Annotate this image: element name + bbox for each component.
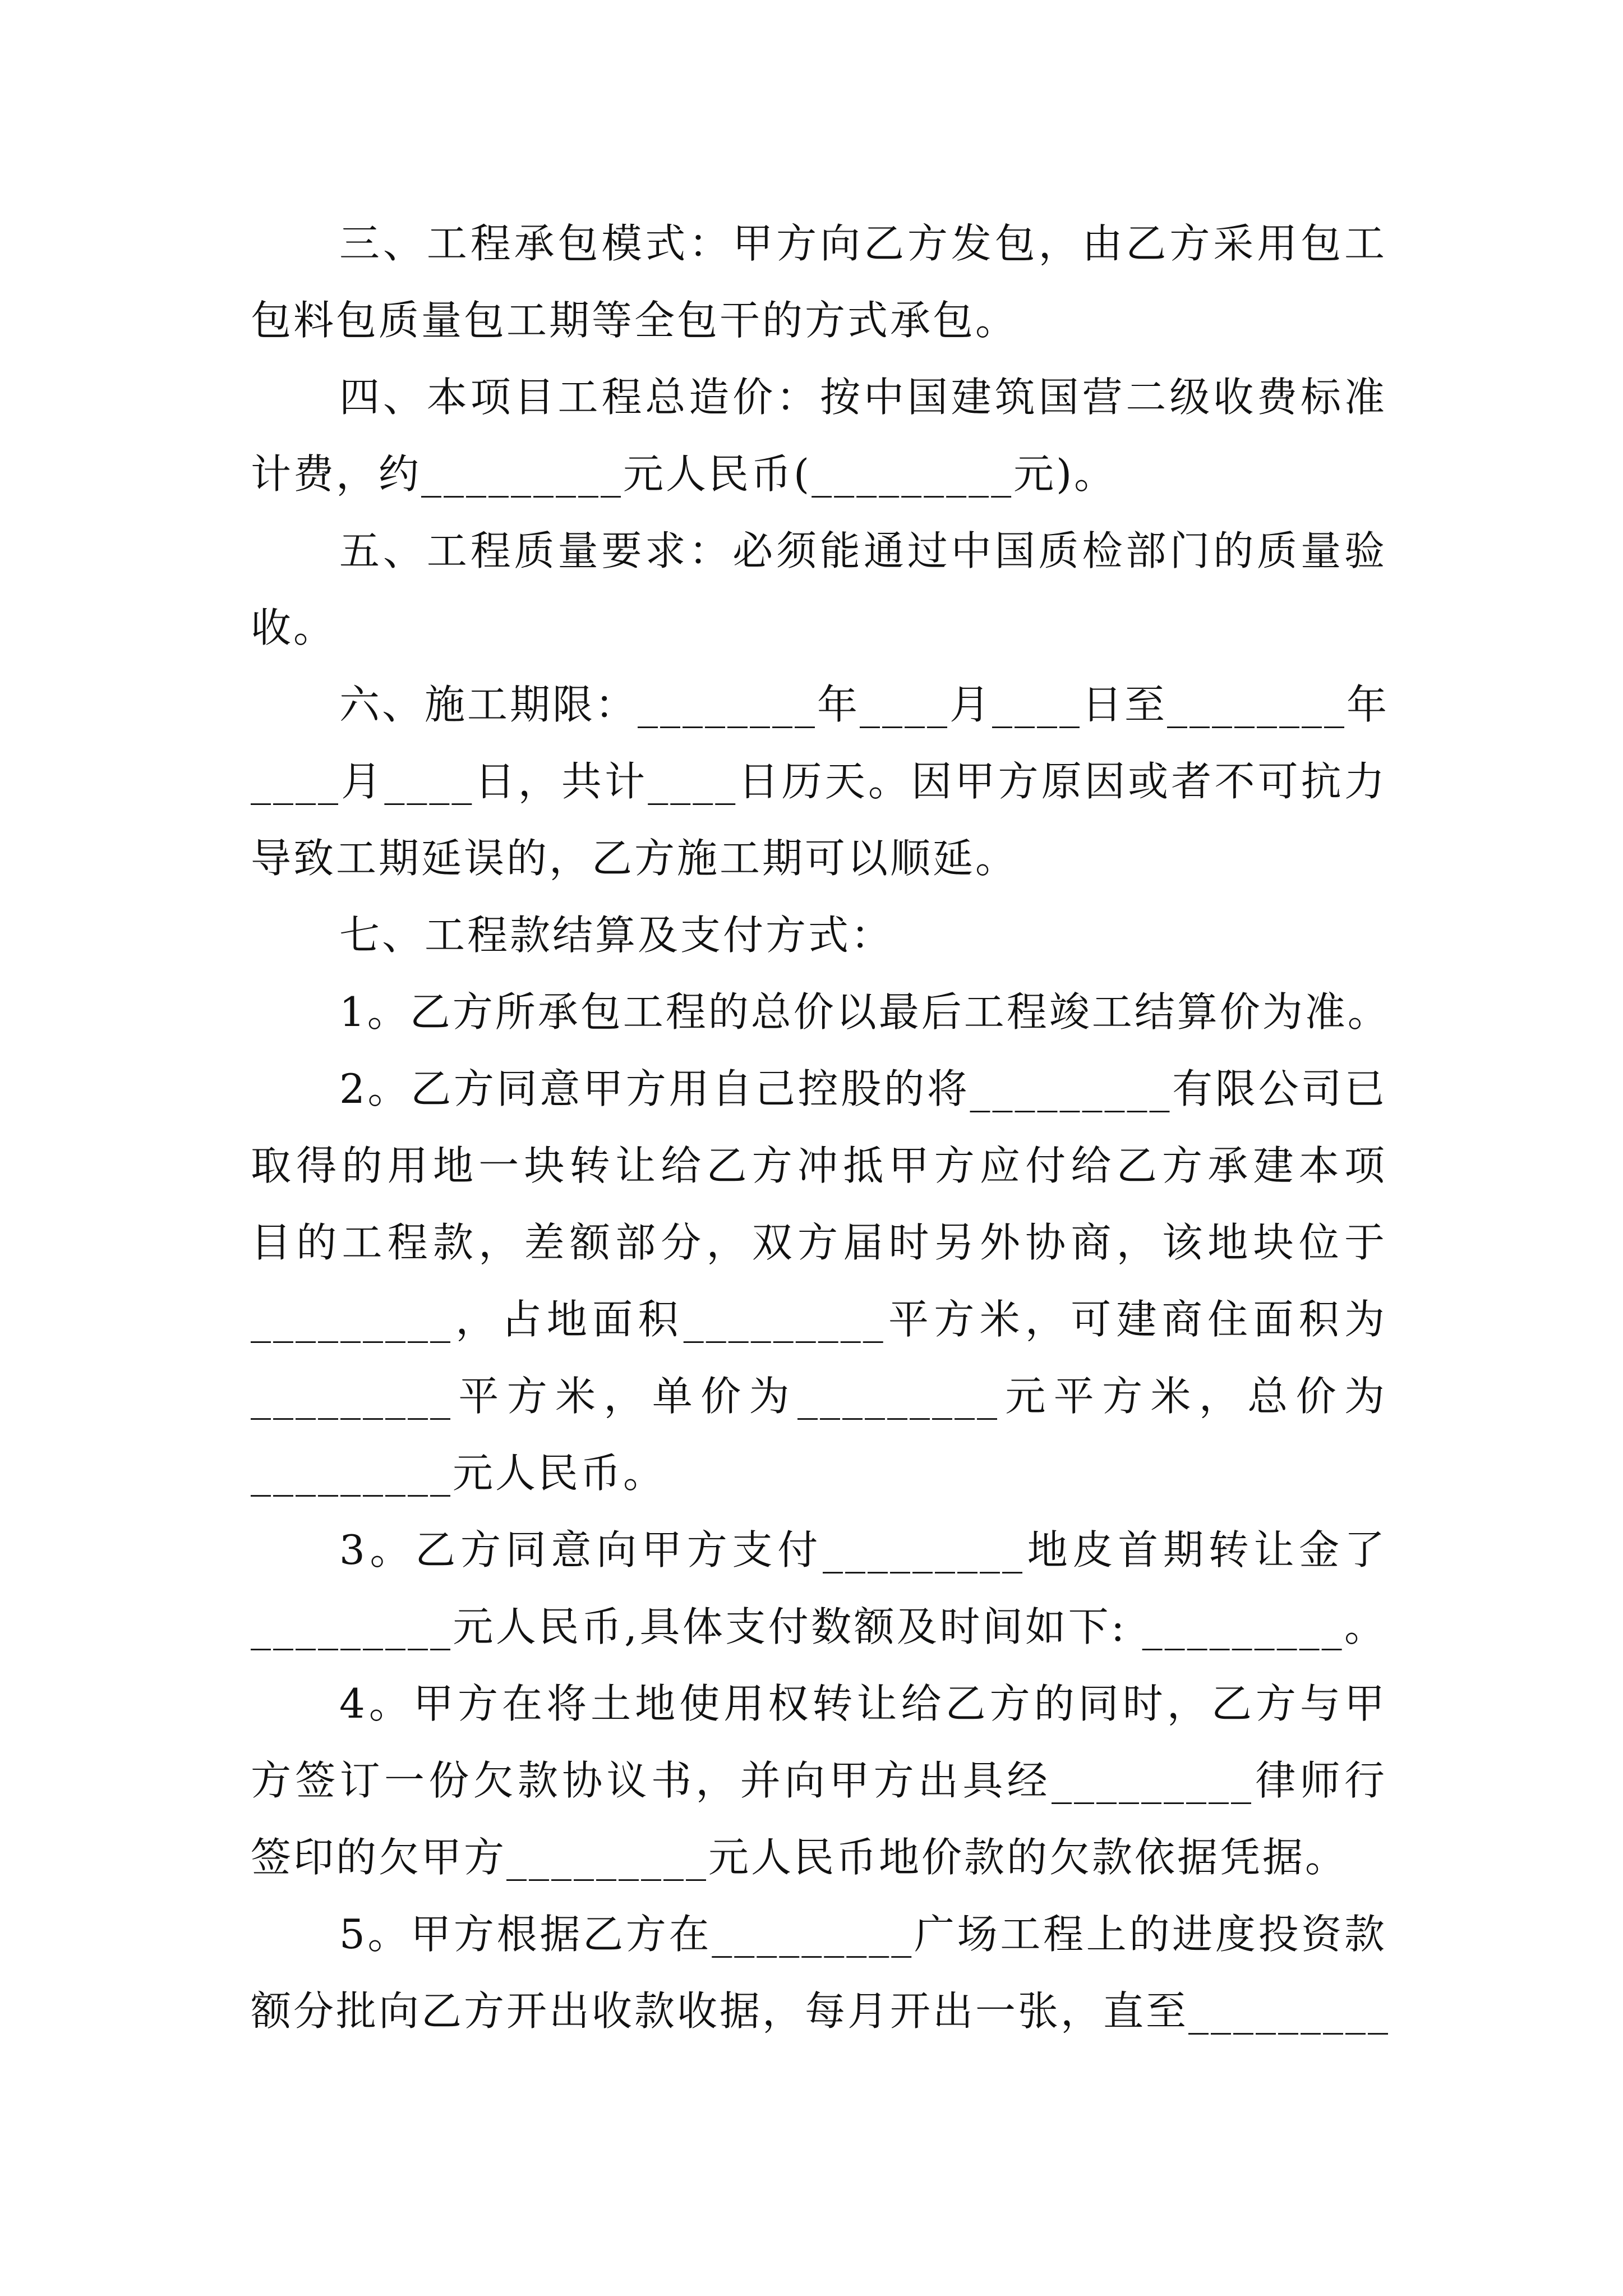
text-line: 方签订一份欠款协议书，并向甲方出具经_________律师行 [251, 1757, 1387, 1804]
text-line: 七、工程款结算及支付方式： [339, 912, 894, 959]
payment-item-1 [251, 974, 1390, 1051]
text-line: 3。乙方同意向甲方支付_________地皮首期转让金了 [339, 1526, 1387, 1573]
text-line: 目的工程款，差额部分，双方届时另外协商，该地块位于 [251, 1219, 1387, 1266]
payment-item-5 [251, 1896, 1391, 2050]
text-line: _________，占地面积_________平方米，可建商住面积为 [251, 1296, 1387, 1343]
text-line: ____月____日，共计____日历天。因甲方原因或者不可抗力 [251, 758, 1387, 805]
text-line: 包料包质量包工期等全包干的方式承包。 [251, 297, 1018, 344]
text-line: _________元人民币,具体支付数额及时间如下: _________。 [251, 1603, 1387, 1650]
text-line: _________元人民币。 [251, 1450, 666, 1497]
text-line: 1。乙方所承包工程的总价以最后工程竣工结算价为准。 [339, 988, 1390, 1036]
text-line: 计费，约_________元人民币(_________元)。 [251, 450, 1117, 498]
text-line: 取得的用地一块转让给乙方冲抵甲方应付给乙方承建本项 [251, 1142, 1387, 1189]
text-line: 4。甲方在将土地使用权转让给乙方的同时，乙方与甲 [339, 1680, 1387, 1727]
text-line: 六、施工期限：________年____月____日至________年 [339, 681, 1390, 728]
text-line: 收。 [251, 604, 336, 651]
contract-body [251, 205, 1391, 2050]
text-line: 额分批向乙方开出收款收据，每月开出一张，直至_________ [251, 1987, 1391, 2035]
text-line: 四、本项目工程总造价：按中国建筑国营二级收费标准 [339, 374, 1387, 421]
clause-payment-heading [251, 897, 1387, 974]
text-line: 导致工期延误的，乙方施工期可以顺延。 [251, 835, 1018, 882]
text-line: 三、工程承包模式：甲方向乙方发包，由乙方采用包工 [339, 220, 1387, 267]
payment-item-4 [251, 1665, 1387, 1896]
text-line: 签印的欠甲方_________元人民币地价款的欠款依据凭据。 [251, 1834, 1348, 1881]
clause-total-cost [251, 359, 1387, 513]
clause-quality-requirement [251, 513, 1387, 666]
clause-contracting-mode [251, 205, 1387, 359]
payment-item-2 [251, 1051, 1387, 1512]
text-line: _________平方米，单价为_________元平方米，总价为 [251, 1373, 1387, 1420]
text-line: 2。乙方同意甲方用自己控股的将_________有限公司已 [339, 1065, 1387, 1112]
clause-construction-period [251, 666, 1390, 897]
text-line: 五、工程质量要求：必须能通过中国质检部门的质量验 [339, 527, 1387, 574]
text-line: 5。甲方根据乙方在_________广场工程上的进度投资款 [339, 1911, 1387, 1958]
payment-item-3 [251, 1512, 1387, 1665]
